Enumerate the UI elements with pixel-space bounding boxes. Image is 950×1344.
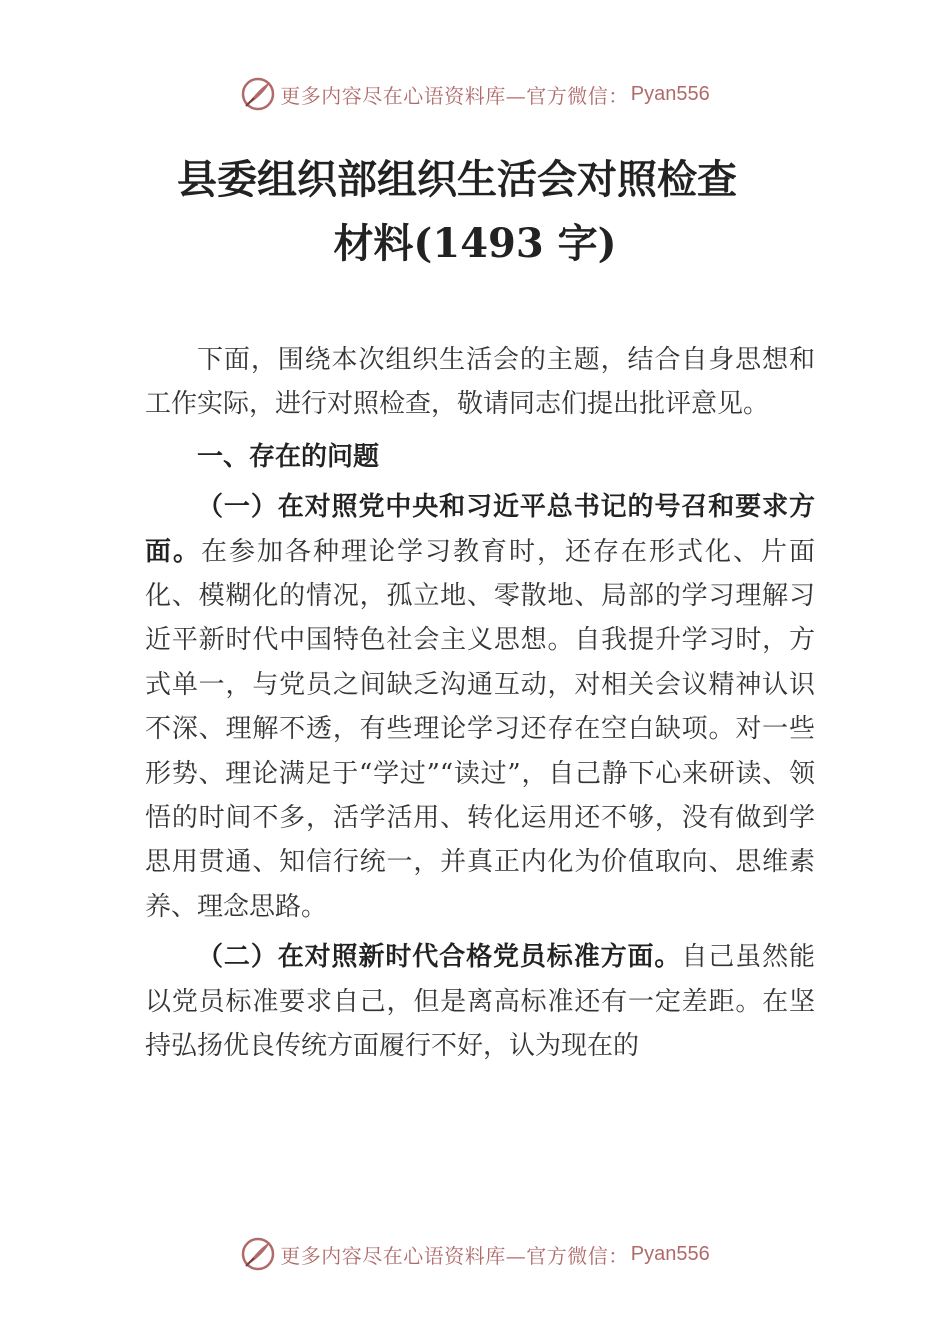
document-body	[145, 338, 815, 1069]
item-2-label: （二）在对照新时代合格党员标准方面。	[197, 942, 682, 973]
header-banner	[0, 72, 950, 116]
document-title	[0, 148, 950, 276]
banner-wechat-id: Pyan556	[630, 1242, 710, 1265]
banner-wechat-id: Pyan556	[630, 82, 710, 105]
footer-banner	[0, 1232, 950, 1276]
intro-paragraph: 下面，围绕本次组织生活会的主题，结合自身思想和工作实际，进行对照检查，敬请同志们提出批评意见。	[145, 345, 815, 420]
title-line-1: 县委组织部组织生活会对照检查	[177, 156, 737, 203]
section-heading-problems: 一、存在的问题	[197, 441, 380, 472]
banner-slogan: 更多内容尽在心语资料库—官方微信：	[280, 83, 629, 108]
title-line-2: 材料(1493 字)	[333, 220, 617, 267]
item-1-label: （一）在对照党中央和习近平总书记的号召和要求方面。	[145, 492, 815, 567]
paragraph-item-1	[145, 485, 815, 929]
quill-logo-icon	[240, 76, 276, 112]
banner-slogan: 更多内容尽在心语资料库—官方微信：	[280, 1243, 629, 1268]
quill-logo-icon	[240, 1236, 276, 1272]
paragraph-item-2	[145, 935, 815, 1068]
item-1-text: 在参加各种理论学习教育时，还存在形式化、片面化、模糊化的情况，孤立地、零散地、局部的学习理解习近平新时代中国特色社会主义思想。自我提升学习时，方式单一，与党员之间缺乏沟通互动，对相关会议精神认识不深、理解不透，有些理论学习还存在空白缺项。对一些形势、理论满足于“学过”“读过”，自己静下心来研读、领悟的时间不多，活学活用、转化运用还不够，没有做到学思用贯通、知信行统一，并真正内化为价值取向、思维素养、理念思路。	[145, 536, 815, 922]
item-2-text: 自己虽然能以党员标准要求自己，但是离高标准还有一定差距。在坚持弘扬优良传统方面履行不好，认为现在的	[145, 942, 815, 1062]
